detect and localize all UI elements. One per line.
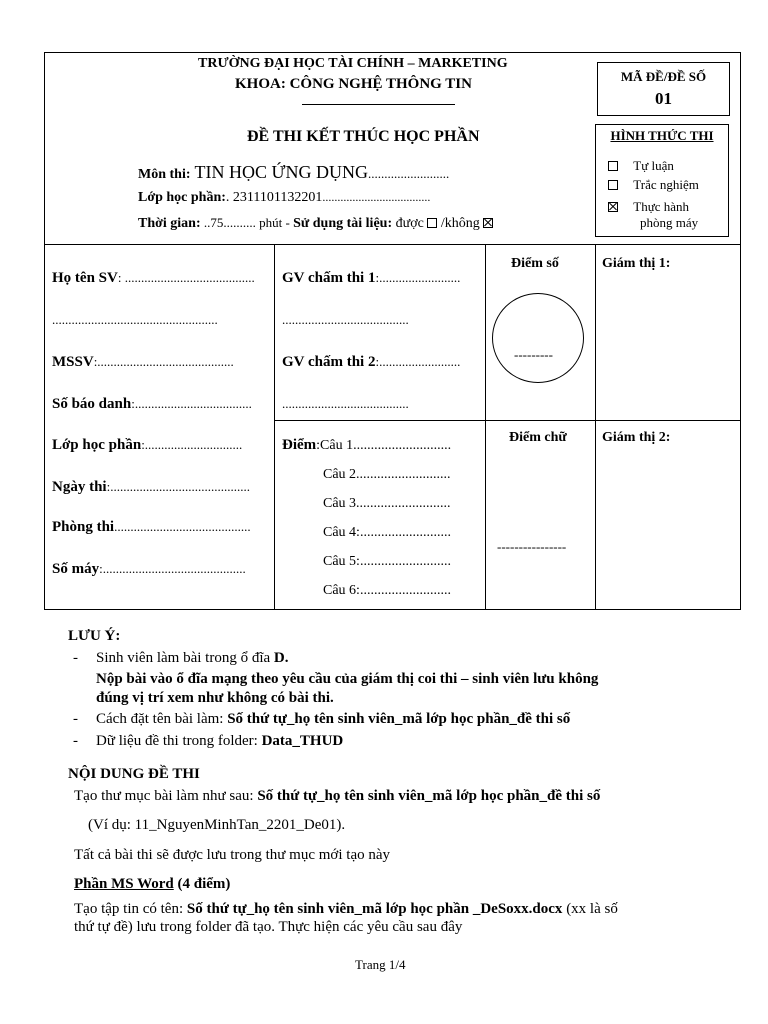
page-number: Trang 1/4 — [355, 957, 406, 972]
student-name-dots: : ........................................ — [117, 270, 255, 285]
exam-code-box — [597, 62, 730, 116]
sbd-row — [52, 396, 252, 413]
note-1-extra-1: Nộp bài vào ổ đĩa mạng theo yêu cầu của giám thị coi thi – sinh viên lưu không — [96, 671, 599, 687]
note-1-bullet: - — [73, 650, 78, 666]
option-essay-checkbox — [608, 161, 618, 171]
sbd-label: Số báo danh — [52, 396, 132, 412]
subject-value: TIN HỌC ỨNG DỤNG — [194, 162, 368, 182]
exam-code-label: MÃ ĐỀ/ĐỀ SỐ — [620, 69, 707, 84]
room-label: Phòng thi — [52, 519, 115, 535]
grid-divider-2 — [485, 244, 486, 610]
points-item-1: :Câu 1............................ — [316, 438, 452, 453]
exam-code-value: 01 — [655, 89, 672, 108]
note-3-text: Dữ liệu đề thi trong folder: — [96, 733, 262, 749]
content-p2: (Ví dụ: 11_NguyenMinhTan_2201_De01). — [88, 817, 346, 833]
points-item-2: Câu 2........................... — [323, 467, 451, 482]
note-1 — [96, 650, 288, 667]
exam-date-dots: :........................................... — [106, 479, 250, 494]
material-label: Sử dụng tài liệu: — [293, 216, 393, 231]
subject-label: Môn thi: — [138, 167, 191, 182]
score-number-dashes: --------- — [514, 347, 553, 362]
student-name-extra: ................................................... — [52, 312, 218, 327]
class-label: Lớp học phần: — [138, 190, 226, 205]
time-line — [138, 215, 493, 232]
notes-title: LƯU Ý: — [68, 628, 121, 644]
grader1-extra: ....................................... — [282, 312, 409, 327]
grader2-label: GV chấm thi 2 — [282, 354, 376, 370]
points-label: Điểm — [282, 437, 317, 453]
sbd-dots: :.................................... — [131, 396, 252, 411]
score-circle — [492, 293, 584, 383]
class-dots: .................................... — [322, 190, 431, 204]
content-p1 — [74, 788, 600, 805]
points-item-4: Câu 4:.......................... — [323, 525, 451, 540]
points-row-1 — [282, 437, 451, 454]
student-class-row — [52, 437, 242, 454]
score-number-label: Điểm số — [511, 256, 559, 271]
proctor2-label: Giám thị 2: — [602, 430, 671, 445]
score-words-label: Điểm chữ — [509, 430, 567, 445]
grid-divider-3 — [595, 244, 596, 610]
exam-title: ĐỀ THI KẾT THÚC HỌC PHẦN — [247, 128, 480, 145]
note-1-text: Sinh viên làm bài trong ổ đĩa — [96, 650, 274, 666]
class-value: . 2311101132201 — [225, 190, 323, 205]
machine-dots: :............................................ — [99, 561, 246, 576]
option-lab-label-2: phòng máy — [640, 215, 699, 230]
content-p4 — [74, 901, 618, 918]
school-name: TRƯỜNG ĐẠI HỌC TÀI CHÍNH – MARKETING — [198, 56, 508, 71]
exam-date-label: Ngày thi — [52, 479, 107, 495]
option-essay-label: Tự luận — [633, 158, 674, 173]
points-item-3: Câu 3........................... — [323, 496, 451, 511]
grader1-dots: :......................... — [375, 270, 461, 285]
grader1-label: GV chấm thi 1 — [282, 270, 376, 286]
grader2-row — [282, 354, 460, 371]
option-lab-checkbox — [608, 202, 618, 212]
score-words-dashes: ---------------- — [497, 539, 567, 554]
note-2 — [96, 711, 570, 728]
student-class-dots: :.............................. — [141, 437, 243, 452]
option-lab — [608, 199, 689, 215]
proctor1-label: Giám thị 1: — [602, 256, 671, 271]
content-title: NỘI DUNG ĐỀ THI — [68, 766, 200, 782]
time-label: Thời gian: — [138, 216, 201, 231]
note-2-bullet: - — [73, 711, 78, 727]
points-item-6: Câu 6:.......................... — [323, 583, 451, 598]
exam-form-title: HÌNH THỨC THI — [610, 128, 714, 143]
mssv-row — [52, 354, 234, 371]
section-title: Phần MS Word — [74, 876, 174, 892]
mssv-label: MSSV — [52, 354, 94, 370]
faculty-underline — [302, 104, 455, 105]
material-yes-checkbox — [427, 218, 437, 228]
material-no: /không — [437, 216, 484, 231]
grader2-extra: ....................................... — [282, 396, 409, 411]
option-multiple-choice — [608, 177, 699, 193]
points-item-5: Câu 5:.......................... — [323, 554, 451, 569]
note-1-extra-2: đúng vị trí xem như không có bài thi. — [96, 690, 334, 706]
subject-dots: ......................... — [367, 166, 450, 181]
note-2-text: Cách đặt tên bài làm: — [96, 711, 228, 727]
content-p1-text: Tạo thư mục bài làm như sau: — [74, 788, 258, 804]
note-1-drive: D. — [273, 650, 289, 666]
room-row — [52, 519, 251, 536]
time-value: ..75.......... phút - — [200, 215, 294, 230]
machine-row — [52, 561, 246, 578]
machine-label: Số máy — [52, 561, 100, 577]
student-name-label: Họ tên SV — [52, 270, 118, 286]
content-p4-filename: Số thứ tự_họ tên sinh viên_mã lớp học phần _DeSoxx.docx — [186, 901, 563, 917]
grader2-dots: :......................... — [375, 354, 461, 369]
grader1-row — [282, 270, 460, 287]
content-p1-pattern: Số thứ tự_họ tên sinh viên_mã lớp học phần_đề thi số — [257, 788, 601, 804]
room-dots: .......................................... — [114, 519, 251, 534]
student-name-row — [52, 270, 255, 287]
note-3-bullet: - — [73, 733, 78, 749]
note-2-pattern: Số thứ tự_họ tên sinh viên_mã lớp học phần_đề thi số — [227, 711, 571, 727]
subject-line — [138, 162, 449, 183]
option-mc-label: Trắc nghiệm — [633, 177, 699, 192]
section-points: (4 điểm) — [173, 876, 231, 892]
material-yes: được — [392, 216, 428, 231]
note-3 — [96, 733, 343, 750]
class-line — [138, 190, 430, 206]
option-lab-label: Thực hành — [633, 199, 690, 214]
content-p5: thứ tự đề) lưu trong folder đã tạo. Thực hiện các yêu cầu sau đây — [74, 919, 463, 935]
mssv-dots: :.......................................... — [93, 354, 234, 369]
grid-divider-1 — [274, 244, 275, 610]
faculty-name: KHOA: CÔNG NGHỆ THÔNG TIN — [235, 76, 472, 92]
content-p4-text: Tạo tập tin có tên: — [74, 901, 187, 917]
grid-mid-divider — [274, 420, 741, 421]
content-p3: Tất cả bài thi sẽ được lưu trong thư mục mới tạo này — [74, 847, 391, 863]
content-p4-rest: (xx là số — [562, 901, 618, 917]
material-no-checkbox — [483, 218, 493, 228]
exam-form-box — [595, 124, 729, 237]
header-divider — [44, 244, 741, 245]
student-class-label: Lớp học phần — [52, 437, 142, 453]
section-heading — [74, 876, 230, 893]
option-mc-checkbox — [608, 180, 618, 190]
note-3-folder: Data_THUD — [261, 733, 344, 749]
exam-date-row — [52, 479, 250, 496]
option-essay — [608, 158, 674, 174]
